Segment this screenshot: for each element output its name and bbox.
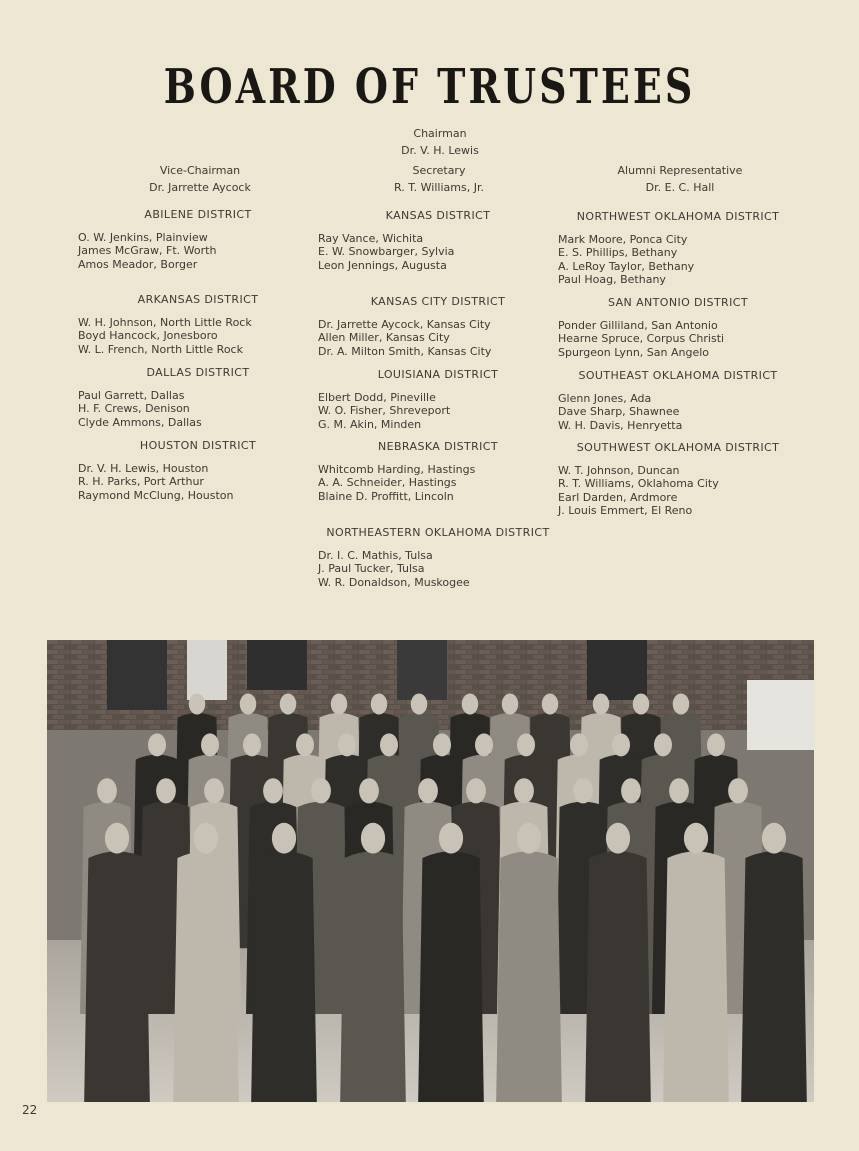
member: Paul Garrett, Dallas (78, 388, 185, 402)
person-head (311, 778, 331, 803)
vice-chairman-role: Vice-Chairman (159, 164, 241, 177)
member: Whitcomb Harding, Hastings (318, 462, 476, 476)
district-arkansas (78, 293, 318, 356)
person-head (156, 778, 176, 803)
person-body (418, 851, 484, 1102)
person-head (296, 733, 314, 756)
district-kansas (318, 209, 558, 272)
member: Glenn Jones, Ada (558, 391, 652, 405)
person-head (371, 694, 388, 715)
person-head (189, 694, 206, 715)
person-head (593, 694, 610, 715)
person-body (173, 851, 239, 1102)
member: W. H. Davis, Henryetta (558, 418, 683, 432)
group-photo-illustration (47, 640, 814, 1102)
district-dallas (78, 366, 318, 429)
person-head (418, 778, 438, 803)
district-name: LOUISIANA DISTRICT (377, 368, 499, 381)
person-head (475, 733, 493, 756)
member: A. LeRoy Taylor, Bethany (558, 259, 695, 273)
member: Blaine D. Proffitt, Lincoln (318, 489, 454, 503)
secretary-block (339, 162, 539, 196)
person-head (97, 778, 117, 803)
person-head (331, 694, 348, 715)
person-head (654, 733, 672, 756)
person-head (204, 778, 224, 803)
district-northwest-oklahoma (558, 210, 798, 287)
district-name: NORTHEASTERN OKLAHOMA DISTRICT (326, 526, 550, 539)
person-head (684, 823, 708, 854)
person-head (514, 778, 534, 803)
member: W. O. Fisher, Shreveport (318, 404, 451, 417)
person-head (570, 733, 588, 756)
alumni-representative-block (580, 162, 780, 196)
person-body (496, 851, 562, 1102)
member: Clyde Ammons, Dallas (78, 415, 202, 429)
member: W. R. Donaldson, Muskogee (318, 575, 470, 589)
member: O. W. Jenkins, Plainview (78, 230, 208, 244)
person-head (606, 823, 630, 854)
person-head (105, 823, 129, 854)
district-name: HOUSTON DISTRICT (139, 439, 257, 452)
district-name: DALLAS DISTRICT (146, 366, 250, 379)
chairman-role: Chairman (413, 127, 467, 140)
district-southeast-oklahoma (558, 369, 798, 432)
member: Paul Hoag, Bethany (558, 273, 666, 286)
member: Elbert Dodd, Pineville (318, 390, 436, 404)
person-head (280, 694, 297, 715)
person-head (148, 733, 166, 756)
member: Hearne Spruce, Corpus Christi (558, 332, 725, 345)
member: W. L. French, North Little Rock (78, 342, 243, 356)
member: Leon Jennings, Augusta (318, 258, 447, 272)
member: Allen Miller, Kansas City (318, 331, 450, 344)
person-head (517, 733, 535, 756)
member: J. Paul Tucker, Tulsa (318, 562, 425, 575)
secretary-role: Secretary (412, 164, 466, 177)
member: Boyd Hancock, Jonesboro (78, 329, 218, 342)
district-kansas-city (318, 295, 558, 358)
district-name: SAN ANTONIO DISTRICT (608, 296, 748, 309)
person-body (251, 851, 317, 1102)
member: Raymond McClung, Houston (78, 488, 234, 502)
member: James McGraw, Ft. Worth (78, 244, 217, 257)
page-number: 22 (22, 1103, 38, 1117)
member: Dr. I. C. Mathis, Tulsa (318, 548, 433, 562)
member: A. A. Schneider, Hastings (318, 476, 457, 489)
district-houston (78, 439, 318, 502)
page-title: BOARD OF TRUSTEES (163, 58, 696, 115)
district-name: SOUTHWEST OKLAHOMA DISTRICT (576, 441, 780, 454)
person-head (433, 733, 451, 756)
member: Ponder Gilliland, San Antonio (558, 318, 718, 332)
person-head (240, 694, 257, 715)
person-head (201, 733, 219, 756)
chairman-block (340, 125, 540, 159)
member: H. F. Crews, Denison (78, 402, 190, 415)
member: Earl Darden, Ardmore (558, 490, 678, 504)
district-name: KANSAS DISTRICT (385, 209, 491, 222)
member: Amos Meador, Borger (78, 257, 198, 271)
vice-chairman-block (100, 162, 300, 196)
member: E. W. Snowbarger, Sylvia (318, 245, 455, 258)
alumni-representative-name: Dr. E. C. Hall (645, 181, 715, 194)
district-northeastern-oklahoma (318, 526, 558, 589)
person-head (359, 778, 379, 803)
district-abilene (78, 208, 318, 271)
person-head (669, 778, 689, 803)
person-head (361, 823, 385, 854)
person-head (411, 694, 428, 715)
district-louisiana (318, 368, 558, 431)
chairman-name: Dr. V. H. Lewis (401, 144, 479, 157)
person-body (585, 851, 651, 1102)
district-southwest-oklahoma (558, 441, 798, 518)
person-body (663, 851, 729, 1102)
alumni-representative-role: Alumni Representative (617, 164, 743, 177)
member: Dave Sharp, Shawnee (558, 405, 680, 418)
person-head (502, 694, 519, 715)
person-head (272, 823, 296, 854)
person-head (466, 778, 486, 803)
district-name: ABILENE DISTRICT (144, 208, 252, 221)
person-head (243, 733, 261, 756)
district-nebraska (318, 440, 558, 503)
person-body (340, 851, 406, 1102)
person-head (194, 823, 218, 854)
district-san-antonio (558, 296, 798, 359)
member: Dr. A. Milton Smith, Kansas City (318, 344, 492, 358)
member: R. H. Parks, Port Arthur (78, 475, 204, 488)
person-head (263, 778, 283, 803)
person-head (380, 733, 398, 756)
group-photo (47, 640, 814, 1102)
person-body (84, 851, 150, 1102)
district-name: SOUTHEAST OKLAHOMA DISTRICT (578, 369, 778, 382)
member: W. H. Johnson, North Little Rock (78, 315, 252, 329)
person-head (633, 694, 650, 715)
member: R. T. Williams, Oklahoma City (558, 477, 719, 490)
member: Mark Moore, Ponca City (558, 232, 688, 246)
person-head (621, 778, 641, 803)
person-head (439, 823, 463, 854)
secretary-name: R. T. Williams, Jr. (394, 181, 484, 194)
member: Ray Vance, Wichita (318, 231, 424, 245)
person-head (517, 823, 541, 854)
person-head (338, 733, 356, 756)
person-head (542, 694, 559, 715)
district-name: NORTHWEST OKLAHOMA DISTRICT (576, 210, 780, 223)
member: Dr. Jarrette Aycock, Kansas City (318, 317, 491, 331)
person-head (762, 823, 786, 854)
person-head (728, 778, 748, 803)
person-body (741, 851, 807, 1102)
member: Spurgeon Lynn, San Angelo (558, 345, 710, 359)
person-head (612, 733, 630, 756)
member: Dr. V. H. Lewis, Houston (78, 461, 209, 475)
person-head (573, 778, 593, 803)
member: W. T. Johnson, Duncan (558, 463, 680, 477)
person-head (462, 694, 479, 715)
person-head (673, 694, 690, 715)
member: E. S. Phillips, Bethany (558, 246, 678, 259)
district-name: ARKANSAS DISTRICT (137, 293, 259, 306)
vice-chairman-name: Dr. Jarrette Aycock (149, 181, 251, 194)
person-head (707, 733, 725, 756)
district-name: KANSAS CITY DISTRICT (370, 295, 506, 308)
district-name: NEBRASKA DISTRICT (378, 440, 498, 453)
member: G. M. Akin, Minden (318, 417, 422, 431)
member: J. Louis Emmert, El Reno (558, 504, 693, 517)
